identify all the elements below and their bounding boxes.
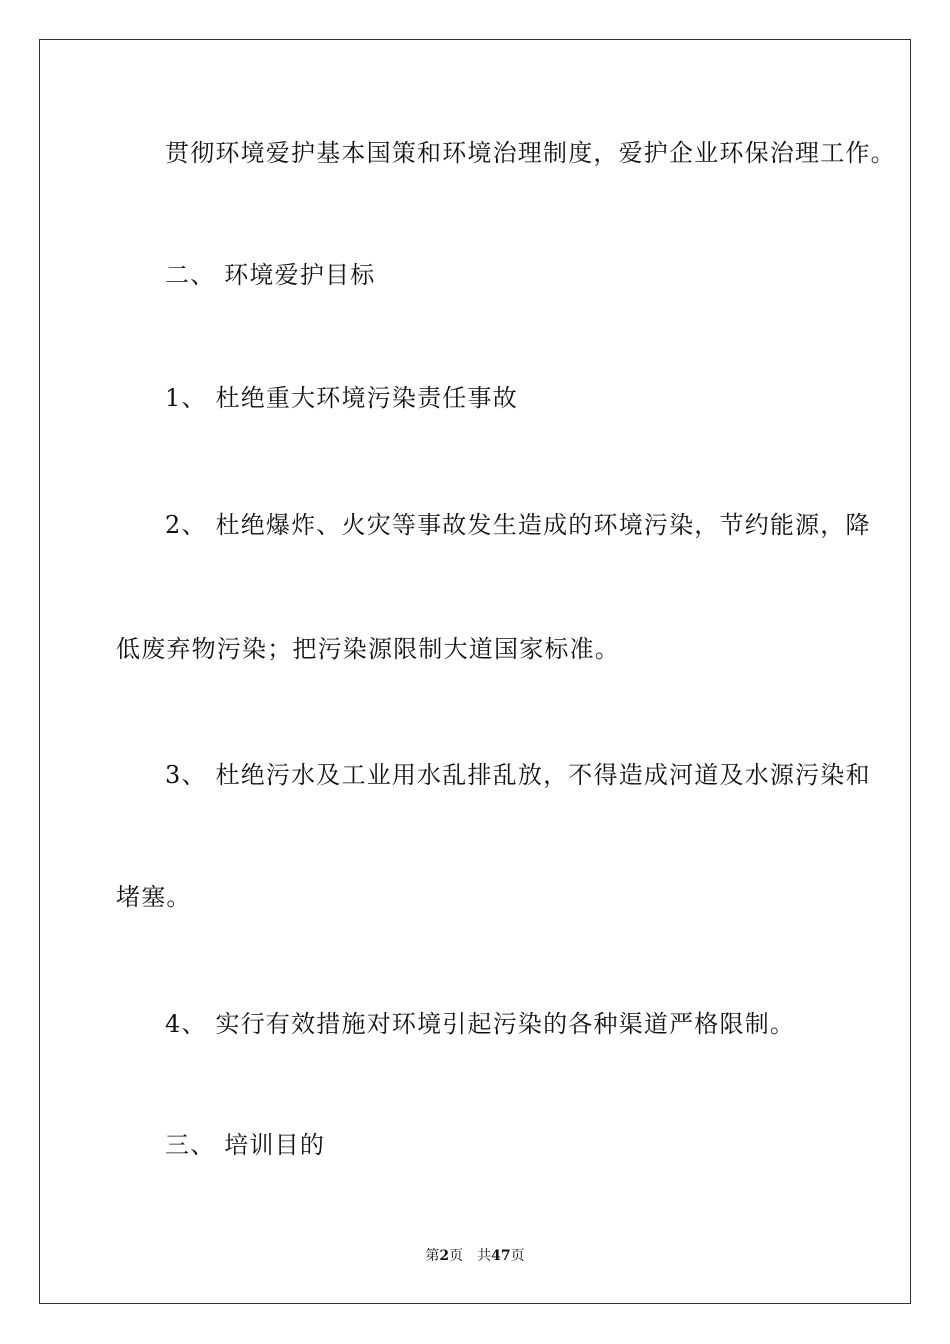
page-suffix: 页 [449,1248,464,1264]
page-number: 2 [439,1248,450,1264]
paragraph-line-1: 贯彻环境爱护基本国策和环境治理制度，爱护企业环保治理工作。 [165,139,896,167]
page-footer [0,1247,950,1265]
list-item-3-line-1: 3、 杜绝污水及工业用水乱排乱放，不得造成河道及水源污染和 [165,761,871,789]
page-prefix: 第 [425,1248,440,1264]
list-item-2-line-1: 2、 杜绝爆炸、火灾等事故发生造成的环境污染，节约能源，降 [165,511,871,539]
total-prefix: 共 [477,1248,492,1264]
total-pages: 47 [491,1248,511,1264]
list-item-1: 1、 杜绝重大环境污染责任事故 [165,384,518,412]
section-heading-2: 二、 环境爱护目标 [165,261,376,289]
page-border [39,39,911,1304]
list-item-3-line-2: 堵塞。 [116,883,192,911]
list-item-2-line-2: 低废弃物污染；把污染源限制大道国家标准。 [116,635,620,663]
section-heading-3: 三、 培训目的 [165,1131,326,1159]
total-suffix: 页 [510,1248,525,1264]
list-item-4: 4、 实行有效措施对环境引起污染的各种渠道严格限制。 [165,1010,796,1038]
